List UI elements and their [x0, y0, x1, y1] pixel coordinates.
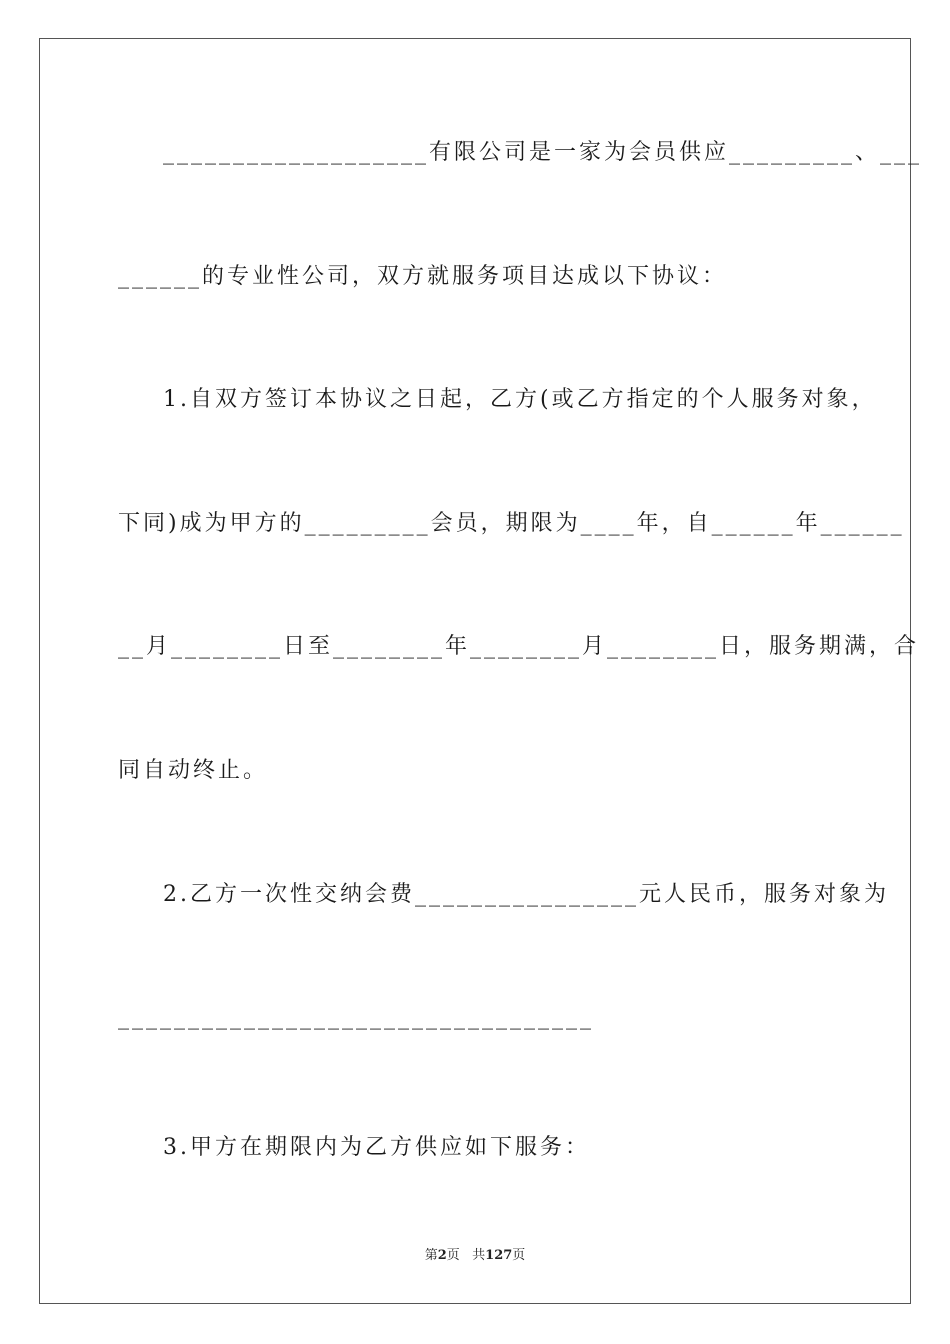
footer-page-number: 2 — [437, 1248, 447, 1263]
page-footer — [0, 1247, 950, 1265]
paragraph-line-1: ___________________有限公司是一家为会员供应_________、___ — [163, 140, 923, 165]
footer-total-suffix: 页 — [512, 1248, 526, 1263]
page-border — [39, 38, 923, 1304]
paragraph-line-2: ______的专业性公司，双方就服务项目达成以下协议： — [118, 264, 728, 289]
clause-1-line-1: 1.自双方签订本协议之日起，乙方(或乙方指定的个人服务对象， — [163, 387, 877, 412]
footer-page-prefix: 第 — [424, 1248, 438, 1263]
clause-2-blank-line: __________________________________ — [118, 1005, 594, 1030]
footer-total-pages: 127 — [485, 1248, 513, 1263]
clause-1-line-4: 同自动终止。 — [118, 758, 269, 783]
footer-page-suffix: 页 共 — [446, 1248, 486, 1263]
clause-2-line-1: 2.乙方一次性交纳会费________________元人民币，服务对象为 — [163, 882, 889, 907]
clause-1-line-2: 下同)成为甲方的_________会员，期限为____年，自______年______ — [118, 511, 905, 536]
clause-3-line-1: 3.甲方在期限内为乙方供应如下服务： — [163, 1135, 590, 1160]
clause-1-line-3: __月________日至________年________月________日，服务期满，合 — [118, 634, 920, 659]
